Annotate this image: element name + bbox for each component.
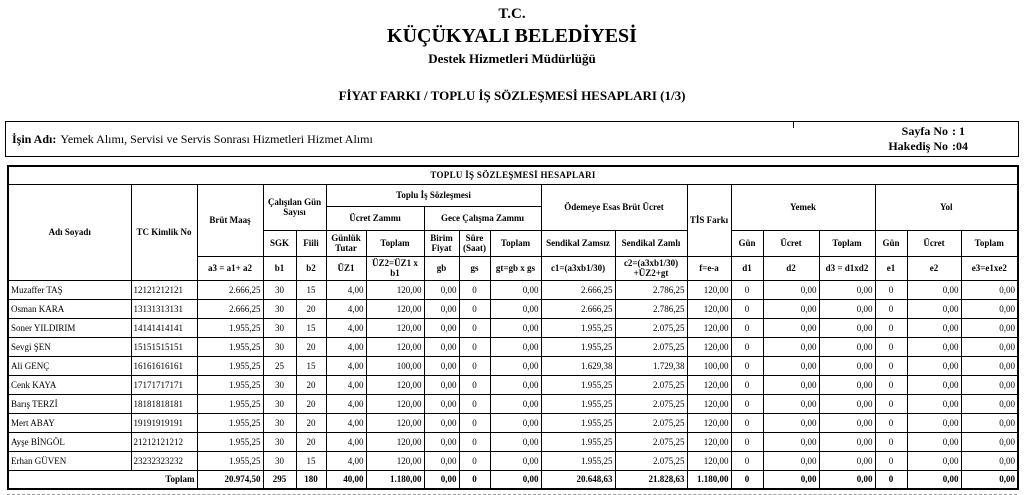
cell-sgk: 30 <box>263 280 296 299</box>
cell-gunluk-tutar: 4,00 <box>326 299 366 318</box>
group-header-ucret-zammi: Ücret Zammı <box>326 206 424 230</box>
cell-birim-fiyat: 0,00 <box>424 375 459 394</box>
cell-ucret-zammi-toplam: 1.180,00 <box>366 470 424 489</box>
cell-adi-soyadi: Ali GENÇ <box>8 356 131 375</box>
table-row <box>8 318 1018 337</box>
cell-birim-fiyat: 0,00 <box>424 337 459 356</box>
formula-yol-ucret: e2 <box>907 256 961 280</box>
table-row <box>8 451 1018 470</box>
cell-tis-farki: 120,00 <box>687 337 731 356</box>
cell-gece-toplam: 0,00 <box>490 318 541 337</box>
col-header-brut-maas: Brüt Maaş <box>197 184 263 256</box>
cell-yol-gun: 0 <box>875 280 907 299</box>
cell-yol-gun: 0 <box>875 337 907 356</box>
cell-yemek-gun: 0 <box>731 299 763 318</box>
cell-tis-farki: 120,00 <box>687 280 731 299</box>
cell-yol-toplam: 0,00 <box>961 451 1018 470</box>
cell-birim-fiyat: 0,00 <box>424 470 459 489</box>
cell-sgk: 30 <box>263 318 296 337</box>
cell-adi-soyadi: Cenk KAYA <box>8 375 131 394</box>
cell-sure-saat: 0 <box>459 318 490 337</box>
cell-sendikal-zamsiz: 1.955,25 <box>541 394 615 413</box>
col-header-yol-gun: Gün <box>875 230 907 256</box>
cell-gece-toplam: 0,00 <box>490 432 541 451</box>
cell-ucret-zammi-toplam: 100,00 <box>366 356 424 375</box>
cell-brut-maas: 1.955,25 <box>197 375 263 394</box>
cell-tc-kimlik: 23232323232 <box>131 451 197 470</box>
cell-sure-saat: 0 <box>459 375 490 394</box>
cell-sendikal-zamsiz: 2.666,25 <box>541 280 615 299</box>
cell-gunluk-tutar: 4,00 <box>326 337 366 356</box>
cell-brut-maas: 1.955,25 <box>197 337 263 356</box>
cell-yol-ucret: 0,00 <box>907 413 961 432</box>
cell-adi-soyadi: Ayşe BİNGÖL <box>8 432 131 451</box>
cell-brut-maas: 1.955,25 <box>197 451 263 470</box>
cell-brut-maas: 1.955,25 <box>197 432 263 451</box>
cell-yemek-gun: 0 <box>731 280 763 299</box>
cell-tc-kimlik: 21212121212 <box>131 432 197 451</box>
cell-fiili: 15 <box>296 318 326 337</box>
cell-yemek-ucret: 0,00 <box>763 470 819 489</box>
cell-sendikal-zamli: 2.075,25 <box>615 318 687 337</box>
hakedis-no-value: :04 <box>952 139 968 153</box>
cell-yemek-toplam: 0,00 <box>819 394 875 413</box>
cell-yemek-gun: 0 <box>731 470 763 489</box>
cell-brut-maas: 1.955,25 <box>197 356 263 375</box>
letterhead <box>0 0 1024 67</box>
col-header-yemek-toplam: Toplam <box>819 230 875 256</box>
cell-yol-ucret: 0,00 <box>907 337 961 356</box>
info-bar-divider <box>793 122 794 128</box>
cell-yol-gun: 0 <box>875 318 907 337</box>
cell-gunluk-tutar: 4,00 <box>326 318 366 337</box>
cell-sgk: 25 <box>263 356 296 375</box>
formula-gece-toplam: gt=gb x gs <box>490 256 541 280</box>
cell-fiili: 20 <box>296 337 326 356</box>
cell-ucret-zammi-toplam: 120,00 <box>366 375 424 394</box>
cell-sendikal-zamli: 2.075,25 <box>615 451 687 470</box>
info-bar <box>5 121 1019 157</box>
cell-sendikal-zamli: 21.828,63 <box>615 470 687 489</box>
cell-yol-toplam: 0,00 <box>961 394 1018 413</box>
cell-sure-saat: 0 <box>459 432 490 451</box>
page-no-value: : 1 <box>952 124 965 138</box>
cell-fiili: 15 <box>296 280 326 299</box>
cell-birim-fiyat: 0,00 <box>424 432 459 451</box>
cell-tis-farki: 1.180,00 <box>687 470 731 489</box>
cell-yemek-toplam: 0,00 <box>819 356 875 375</box>
cell-sendikal-zamsiz: 1.955,25 <box>541 318 615 337</box>
cell-tc-kimlik: 18181818181 <box>131 394 197 413</box>
cell-yol-ucret: 0,00 <box>907 394 961 413</box>
cell-birim-fiyat: 0,00 <box>424 299 459 318</box>
table-row <box>8 375 1018 394</box>
cell-adi-soyadi: Erhan GÜVEN <box>8 451 131 470</box>
table-row <box>8 432 1018 451</box>
cell-sgk: 295 <box>263 470 296 489</box>
table-title: TOPLU İŞ SÖZLEŞMESİ HESAPLARI <box>8 166 1018 184</box>
group-header-odeme-esas: Ödemeye Esas Brüt Ücret <box>541 184 687 230</box>
cell-sgk: 30 <box>263 375 296 394</box>
formula-ucret-zammi-toplam: ÜZ2=ÜZ1 x b1 <box>366 256 424 280</box>
cell-sendikal-zamli: 2.786,25 <box>615 280 687 299</box>
cell-ucret-zammi-toplam: 120,00 <box>366 394 424 413</box>
cell-yemek-gun: 0 <box>731 318 763 337</box>
cell-yol-gun: 0 <box>875 375 907 394</box>
cell-yemek-ucret: 0,00 <box>763 451 819 470</box>
col-header-birim-fiyat: Birim Fiyat <box>424 230 459 256</box>
cell-sgk: 30 <box>263 394 296 413</box>
cell-sendikal-zamsiz: 20.648,63 <box>541 470 615 489</box>
cell-yol-gun: 0 <box>875 394 907 413</box>
job-name <box>6 122 793 156</box>
formula-sgk: b1 <box>263 256 296 280</box>
cell-fiili: 180 <box>296 470 326 489</box>
cell-ucret-zammi-toplam: 120,00 <box>366 451 424 470</box>
cell-gece-toplam: 0,00 <box>490 356 541 375</box>
cell-gunluk-tutar: 4,00 <box>326 413 366 432</box>
cell-tc-kimlik: 13131313131 <box>131 299 197 318</box>
cell-sendikal-zamli: 2.786,25 <box>615 299 687 318</box>
cell-tc-kimlik: 15151515151 <box>131 337 197 356</box>
cell-gece-toplam: 0,00 <box>490 394 541 413</box>
cell-yemek-gun: 0 <box>731 337 763 356</box>
cell-sendikal-zamli: 2.075,25 <box>615 432 687 451</box>
cell-sendikal-zamli: 2.075,25 <box>615 394 687 413</box>
cell-gunluk-tutar: 4,00 <box>326 375 366 394</box>
cell-sure-saat: 0 <box>459 413 490 432</box>
cell-ucret-zammi-toplam: 120,00 <box>366 337 424 356</box>
cell-fiili: 20 <box>296 375 326 394</box>
cell-fiili: 15 <box>296 356 326 375</box>
municipality-name: KÜÇÜKYALI BELEDİYESİ <box>387 25 637 47</box>
cell-gece-toplam: 0,00 <box>490 299 541 318</box>
cell-yol-ucret: 0,00 <box>907 375 961 394</box>
cell-yol-toplam: 0,00 <box>961 413 1018 432</box>
cell-tc-kimlik: 17171717171 <box>131 375 197 394</box>
cell-birim-fiyat: 0,00 <box>424 356 459 375</box>
cell-fiili: 15 <box>296 451 326 470</box>
cell-gunluk-tutar: 4,00 <box>326 451 366 470</box>
formula-tis-farki: f=e-a <box>687 256 731 280</box>
cell-sendikal-zamli: 2.075,25 <box>615 337 687 356</box>
formula-gunluk-tutar: ÜZ1 <box>326 256 366 280</box>
cell-yol-toplam: 0,00 <box>961 356 1018 375</box>
cell-yol-toplam: 0,00 <box>961 337 1018 356</box>
document-title: FİYAT FARKI / TOPLU İŞ SÖZLEŞMESİ HESAPLARI (1/3) <box>338 88 686 103</box>
cell-yol-gun: 0 <box>875 413 907 432</box>
cell-brut-maas: 2.666,25 <box>197 280 263 299</box>
cell-tis-farki: 100,00 <box>687 356 731 375</box>
cell-sgk: 30 <box>263 432 296 451</box>
cell-brut-maas: 1.955,25 <box>197 318 263 337</box>
cell-sgk: 30 <box>263 299 296 318</box>
col-header-sure-saat: Süre (Saat) <box>459 230 490 256</box>
cell-fiili: 20 <box>296 432 326 451</box>
cell-yemek-toplam: 0,00 <box>819 375 875 394</box>
cell-yol-ucret: 0,00 <box>907 470 961 489</box>
table-body <box>8 280 1018 489</box>
cell-tis-farki: 120,00 <box>687 299 731 318</box>
cell-sure-saat: 0 <box>459 337 490 356</box>
formula-fiili: b2 <box>296 256 326 280</box>
cell-birim-fiyat: 0,00 <box>424 451 459 470</box>
col-header-adi-soyadi: Adı Soyadı <box>8 184 131 280</box>
cell-adi-soyadi: Muzaffer TAŞ <box>8 280 131 299</box>
cell-sure-saat: 0 <box>459 299 490 318</box>
cell-sendikal-zamsiz: 1.955,25 <box>541 432 615 451</box>
cell-birim-fiyat: 0,00 <box>424 280 459 299</box>
formula-yemek-ucret: d2 <box>763 256 819 280</box>
col-header-tis-farki: TİS Farkı <box>687 184 731 256</box>
col-header-yol-ucret: Ücret <box>907 230 961 256</box>
cell-brut-maas: 1.955,25 <box>197 394 263 413</box>
cell-adi-soyadi: Osman KARA <box>8 299 131 318</box>
cell-yemek-gun: 0 <box>731 413 763 432</box>
table-row <box>8 356 1018 375</box>
cell-tc-kimlik: 19191919191 <box>131 413 197 432</box>
cell-ucret-zammi-toplam: 120,00 <box>366 318 424 337</box>
cell-yemek-gun: 0 <box>731 356 763 375</box>
table-row <box>8 337 1018 356</box>
cell-yemek-ucret: 0,00 <box>763 394 819 413</box>
cell-yol-toplam: 0,00 <box>961 280 1018 299</box>
group-header-toplu-is: Toplu İş Sözleşmesi <box>326 184 541 206</box>
table-row <box>8 413 1018 432</box>
cell-sendikal-zamsiz: 1.955,25 <box>541 413 615 432</box>
cell-yol-ucret: 0,00 <box>907 318 961 337</box>
group-header-yol: Yol <box>875 184 1018 230</box>
table-row <box>8 280 1018 299</box>
department-name: Destek Hizmetleri Müdürlüğü <box>428 51 596 66</box>
cell-gunluk-tutar: 4,00 <box>326 432 366 451</box>
cell-sendikal-zamli: 2.075,25 <box>615 413 687 432</box>
cell-fiili: 20 <box>296 299 326 318</box>
cell-sendikal-zamsiz: 1.955,25 <box>541 375 615 394</box>
table-row <box>8 394 1018 413</box>
cell-adi-soyadi: Soner YILDIRIM <box>8 318 131 337</box>
cell-tc-kimlik: 12121212121 <box>131 280 197 299</box>
cell-yol-ucret: 0,00 <box>907 432 961 451</box>
cell-yemek-ucret: 0,00 <box>763 356 819 375</box>
cell-tc-kimlik: 14141414141 <box>131 318 197 337</box>
cell-yol-toplam: 0,00 <box>961 470 1018 489</box>
formula-yemek-gun: d1 <box>731 256 763 280</box>
col-header-tc-kimlik: TC Kimlik No <box>131 184 197 280</box>
cell-sure-saat: 0 <box>459 470 490 489</box>
cell-adi-soyadi: Barış TERZİ <box>8 394 131 413</box>
cell-ucret-zammi-toplam: 120,00 <box>366 280 424 299</box>
cell-yemek-toplam: 0,00 <box>819 299 875 318</box>
col-header-yemek-gun: Gün <box>731 230 763 256</box>
cell-yemek-ucret: 0,00 <box>763 413 819 432</box>
cell-tis-farki: 120,00 <box>687 413 731 432</box>
cell-gece-toplam: 0,00 <box>490 451 541 470</box>
cell-sure-saat: 0 <box>459 394 490 413</box>
cell-ucret-zammi-toplam: 120,00 <box>366 413 424 432</box>
cell-yemek-toplam: 0,00 <box>819 413 875 432</box>
cell-adi-soyadi: Mert ABAY <box>8 413 131 432</box>
cell-birim-fiyat: 0,00 <box>424 394 459 413</box>
cell-yemek-gun: 0 <box>731 432 763 451</box>
cell-yemek-gun: 0 <box>731 394 763 413</box>
cell-sure-saat: 0 <box>459 356 490 375</box>
cell-yol-gun: 0 <box>875 451 907 470</box>
cell-tis-farki: 120,00 <box>687 451 731 470</box>
cell-gece-toplam: 0,00 <box>490 337 541 356</box>
cell-gece-toplam: 0,00 <box>490 470 541 489</box>
cell-yol-gun: 0 <box>875 356 907 375</box>
cell-sure-saat: 0 <box>459 280 490 299</box>
cell-adi-soyadi: Sevgi ŞEN <box>8 337 131 356</box>
calculations-table <box>7 165 1019 490</box>
cell-brut-maas: 20.974,50 <box>197 470 263 489</box>
formula-birim-fiyat: gb <box>424 256 459 280</box>
cell-brut-maas: 2.666,25 <box>197 299 263 318</box>
cell-yol-toplam: 0,00 <box>961 299 1018 318</box>
cell-tis-farki: 120,00 <box>687 375 731 394</box>
cell-yol-gun: 0 <box>875 299 907 318</box>
cell-sendikal-zamli: 1.729,38 <box>615 356 687 375</box>
col-header-sgk: SGK <box>263 230 296 256</box>
cell-yol-gun: 0 <box>875 432 907 451</box>
cell-tc-kimlik: 16161616161 <box>131 356 197 375</box>
cell-sendikal-zamsiz: 1.629,38 <box>541 356 615 375</box>
cell-yemek-gun: 0 <box>731 451 763 470</box>
cell-yol-toplam: 0,00 <box>961 318 1018 337</box>
cell-yemek-ucret: 0,00 <box>763 375 819 394</box>
cell-sendikal-zamsiz: 1.955,25 <box>541 337 615 356</box>
cell-gunluk-tutar: 4,00 <box>326 280 366 299</box>
col-header-gece-toplam: Toplam <box>490 230 541 256</box>
col-header-gunluk-tutar: Günlük Tutar <box>326 230 366 256</box>
cell-sure-saat: 0 <box>459 451 490 470</box>
cell-gece-toplam: 0,00 <box>490 280 541 299</box>
cell-tis-farki: 120,00 <box>687 318 731 337</box>
cell-fiili: 20 <box>296 394 326 413</box>
col-header-fiili: Fiili <box>296 230 326 256</box>
cell-sendikal-zamsiz: 2.666,25 <box>541 299 615 318</box>
formula-sendikal-zamsiz: c1=(a3xb1/30) <box>541 256 615 280</box>
cell-sgk: 30 <box>263 413 296 432</box>
formula-yol-toplam: e3=e1xe2 <box>961 256 1018 280</box>
cell-brut-maas: 1.955,25 <box>197 413 263 432</box>
cell-fiili: 20 <box>296 413 326 432</box>
republic-label: T.C. <box>498 6 526 22</box>
group-header-yemek: Yemek <box>731 184 875 230</box>
col-header-sendikal-zamli: Sendikal Zamlı <box>615 230 687 256</box>
cell-yol-ucret: 0,00 <box>907 299 961 318</box>
group-header-calisilan-gun: Çalışılan Gün Sayısı <box>263 184 326 230</box>
cell-yemek-gun: 0 <box>731 375 763 394</box>
cell-gunluk-tutar: 4,00 <box>326 394 366 413</box>
cell-yemek-toplam: 0,00 <box>819 337 875 356</box>
formula-sendikal-zamli: c2=(a3xb1/30) +ÜZ2+gt <box>615 256 687 280</box>
cell-yemek-toplam: 0,00 <box>819 318 875 337</box>
cell-tis-farki: 120,00 <box>687 432 731 451</box>
cell-yemek-ucret: 0,00 <box>763 318 819 337</box>
col-header-sendikal-zamsiz: Sendikal Zamsız <box>541 230 615 256</box>
job-name-value: Yemek Alımı, Servisi ve Servis Sonrası Hizmetleri Hizmet Alımı <box>60 131 373 146</box>
total-label: Toplam <box>8 470 197 489</box>
formula-yol-gun: e1 <box>875 256 907 280</box>
cell-sendikal-zamli: 2.075,25 <box>615 375 687 394</box>
cell-birim-fiyat: 0,00 <box>424 413 459 432</box>
cell-yol-gun: 0 <box>875 470 907 489</box>
job-name-label: İşin Adı: <box>12 131 57 146</box>
cell-gece-toplam: 0,00 <box>490 375 541 394</box>
cell-yemek-toplam: 0,00 <box>819 470 875 489</box>
total-row <box>8 470 1018 489</box>
cell-yol-ucret: 0,00 <box>907 451 961 470</box>
group-header-gece-zammi: Gece Çalışma Zammı <box>424 206 541 230</box>
cell-sendikal-zamsiz: 1.955,25 <box>541 451 615 470</box>
cell-ucret-zammi-toplam: 120,00 <box>366 432 424 451</box>
cell-yemek-ucret: 0,00 <box>763 299 819 318</box>
cell-sgk: 30 <box>263 451 296 470</box>
cell-yol-ucret: 0,00 <box>907 356 961 375</box>
cell-yol-ucret: 0,00 <box>907 280 961 299</box>
col-header-yemek-ucret: Ücret <box>763 230 819 256</box>
cell-yemek-ucret: 0,00 <box>763 280 819 299</box>
cell-gunluk-tutar: 4,00 <box>326 356 366 375</box>
formula-sure-saat: gs <box>459 256 490 280</box>
cell-gece-toplam: 0,00 <box>490 413 541 432</box>
cell-yemek-ucret: 0,00 <box>763 432 819 451</box>
formula-yemek-toplam: d3 = d1xd2 <box>819 256 875 280</box>
cell-birim-fiyat: 0,00 <box>424 318 459 337</box>
table-row <box>8 299 1018 318</box>
cell-ucret-zammi-toplam: 120,00 <box>366 299 424 318</box>
cell-yemek-toplam: 0,00 <box>819 451 875 470</box>
col-header-ucret-zammi-toplam: Toplam <box>366 230 424 256</box>
cell-yemek-toplam: 0,00 <box>819 280 875 299</box>
cell-yol-toplam: 0,00 <box>961 375 1018 394</box>
cell-yol-toplam: 0,00 <box>961 432 1018 451</box>
page-no-label: Sayfa No <box>901 124 948 138</box>
cell-sgk: 30 <box>263 337 296 356</box>
hakedis-no-label: Hakediş No <box>888 139 948 153</box>
cell-tis-farki: 120,00 <box>687 394 731 413</box>
cell-yemek-toplam: 0,00 <box>819 432 875 451</box>
col-header-yol-toplam: Toplam <box>961 230 1018 256</box>
page-info <box>793 122 1018 156</box>
cell-yemek-ucret: 0,00 <box>763 337 819 356</box>
formula-brut-maas: a3 = a1+ a2 <box>197 256 263 280</box>
cell-gunluk-tutar: 40,00 <box>326 470 366 489</box>
